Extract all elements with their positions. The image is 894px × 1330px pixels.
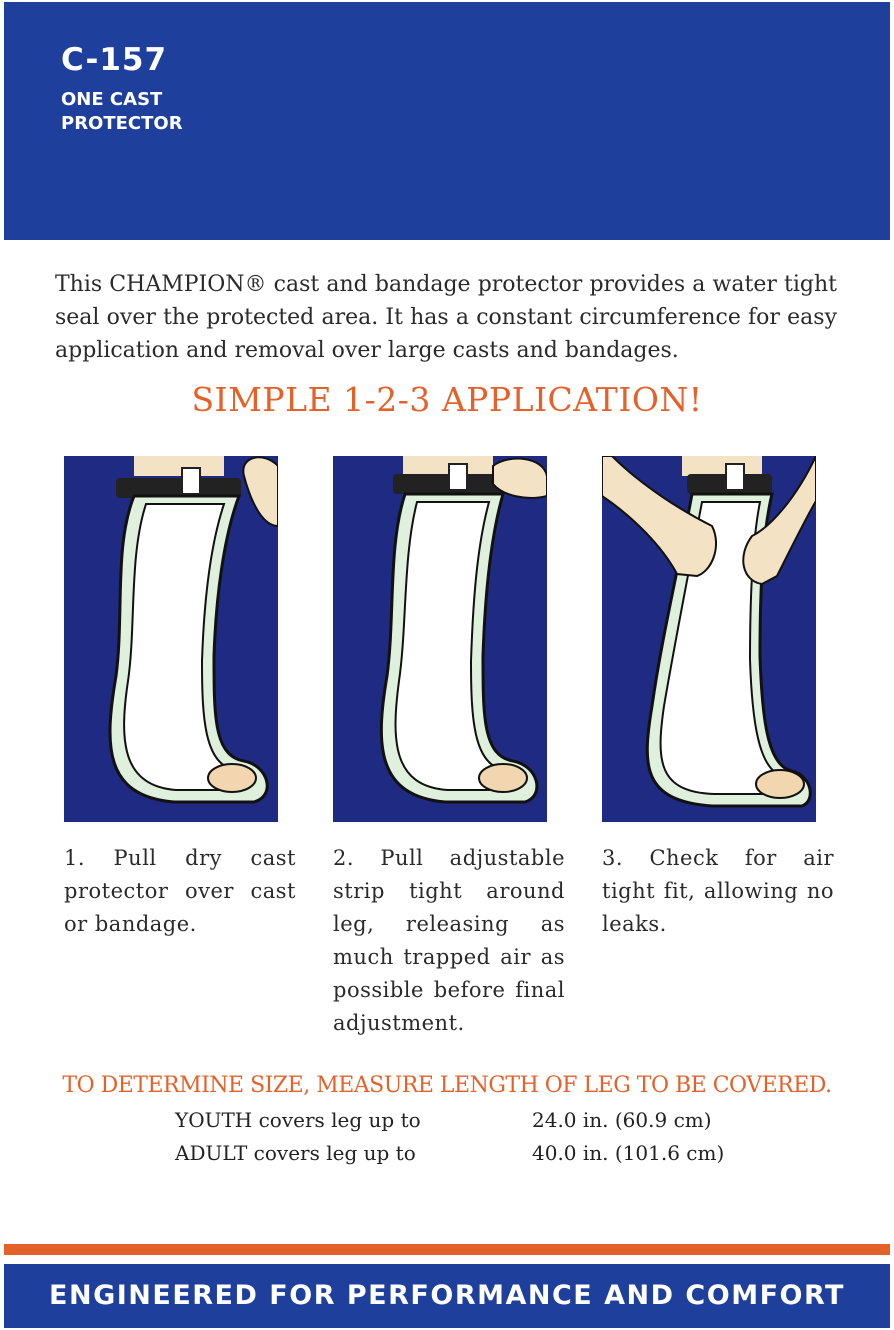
sizing-row-value: 24.0 in. (60.9 cm) (532, 1108, 712, 1132)
step-2-illustration (333, 456, 547, 822)
sizing-row-youth (175, 1108, 712, 1132)
sizing-row-value: 40.0 in. (101.6 cm) (532, 1141, 725, 1165)
footer-banner (4, 1264, 890, 1328)
product-name: ONE CAST PROTECTOR (61, 89, 183, 134)
sizing-row-label: ADULT covers leg up to (175, 1141, 416, 1165)
sizing-row-label: YOUTH covers leg up to (175, 1108, 421, 1132)
product-code: C-157 (61, 42, 168, 78)
step-3-illustration (602, 456, 816, 822)
step-1-illustration (64, 456, 278, 822)
intro-paragraph: This CHAMPION® cast and bandage protector provides a water tight seal over the protected area. It has a constant circumference for easy application and removal over large casts and bandages. (55, 272, 837, 363)
footer-tagline: ENGINEERED FOR PERFORMANCE AND COMFORT (49, 1280, 845, 1311)
header-banner (4, 2, 890, 240)
sizing-row-adult (175, 1141, 725, 1165)
step-3-caption: 3. Check for air tight fit, allowing no leaks. (602, 846, 834, 936)
sizing-heading: TO DETERMINE SIZE, MEASURE LENGTH OF LEG TO BE COVERED. (62, 1073, 832, 1098)
step-2-caption: 2. Pull adjustable strip tight around leg, releasing as much trapped air as possible before final adjustment. (333, 846, 565, 1035)
footer-divider (4, 1244, 890, 1255)
steps-heading: SIMPLE 1-2-3 APPLICATION! (191, 380, 703, 419)
step-1-caption: 1. Pull dry cast protector over cast or bandage. (64, 846, 296, 936)
